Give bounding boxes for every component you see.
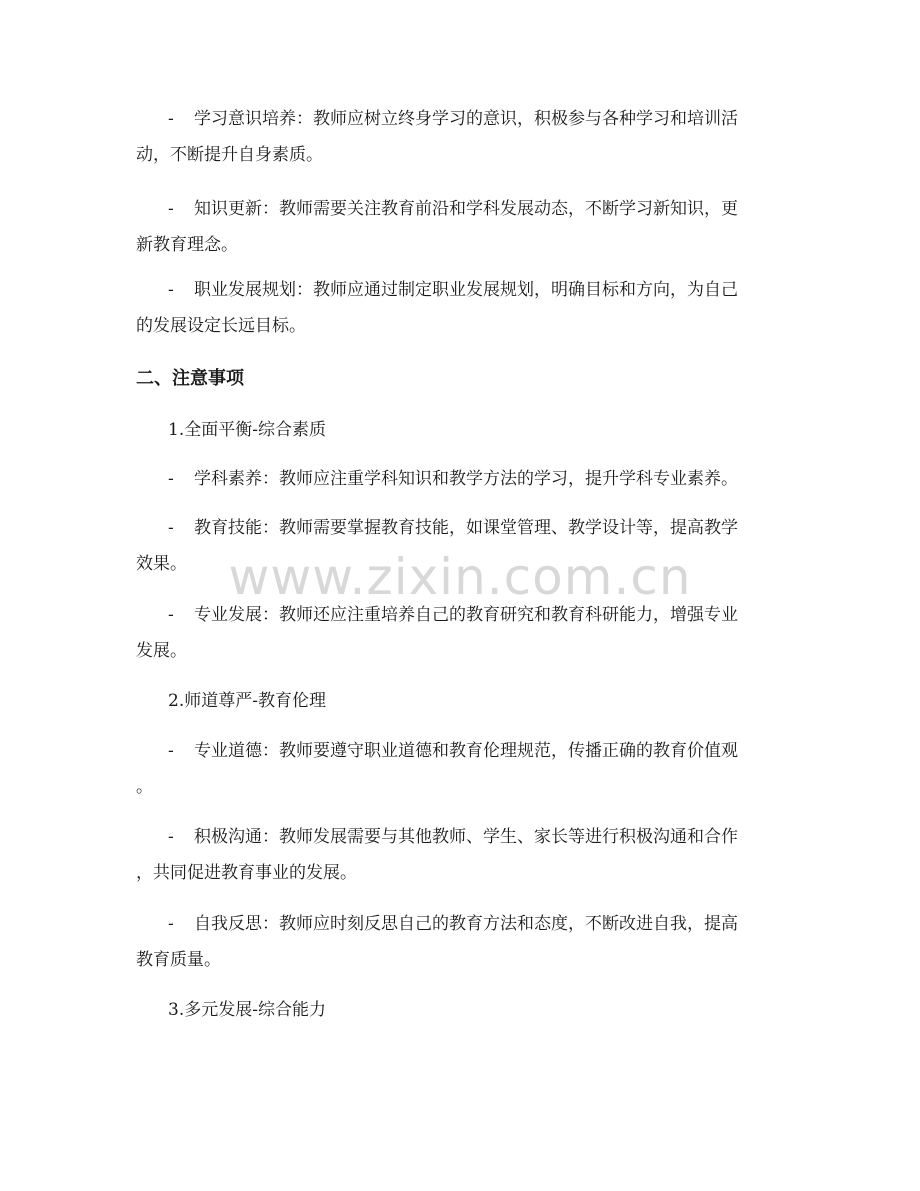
list-item [136,819,788,891]
list-item-text: 学习意识培养：教师应树立终身学习的意识，积极参与各种学习和培训活 [194,109,738,129]
list-item-line [136,510,788,546]
bullet-dash: - [168,280,174,300]
list-item [136,906,788,978]
bullet-dash: - [168,199,174,219]
list-item-line [136,101,788,137]
list-item [136,101,788,173]
bullet-dash: - [168,518,174,538]
list-item-line [136,906,788,942]
list-item-text: 积极沟通：教师发展需要与其他教师、学生、家长等进行积极沟通和合作 [194,827,738,847]
bullet-dash: - [168,914,174,934]
list-item-text: 教育技能：教师需要掌握教育技能，如课堂管理、教学设计等，提高教学 [194,518,738,538]
subsection-title: 1.全面平衡-综合素质 [168,420,326,440]
list-item-line [136,461,788,497]
section-heading: 二、注意事项 [136,368,244,389]
list-item [136,461,788,497]
list-item-continuation: 。 [136,777,153,797]
list-item-line [136,597,788,633]
list-item-continuation: 教育质量。 [136,950,221,970]
list-item [136,733,788,805]
list-item-text: 学科素养：教师应注重学科知识和教学方法的学习，提升学科专业素养。 [194,469,738,489]
list-item-line [136,272,788,308]
list-item-continuation: 效果。 [136,554,187,574]
list-item-text: 知识更新：教师需要关注教育前沿和学科发展动态，不断学习新知识，更 [194,199,738,219]
bullet-dash: - [168,469,174,489]
bullet-dash: - [168,741,174,761]
list-item [136,272,788,344]
list-item-continuation: 动，不断提升自身素质。 [136,145,323,165]
bullet-dash: - [168,827,174,847]
subsection-title: 2.师道尊严-教育伦理 [168,691,326,711]
list-item-continuation: 新教育理念。 [136,235,238,255]
bullet-dash: - [168,605,174,625]
list-item-continuation: 发展。 [136,641,187,661]
list-item-line [136,191,788,227]
watermark: www.zixin.com.cn [228,548,692,606]
bullet-dash: - [168,109,174,129]
list-item-text: 专业发展：教师还应注重培养自己的教育研究和教育科研能力，增强专业 [194,605,738,625]
list-item-line [136,733,788,769]
list-item-text: 职业发展规划：教师应通过制定职业发展规划，明确目标和方向，为自己 [194,280,738,300]
list-item [136,191,788,263]
list-item [136,597,788,669]
list-item-line [136,819,788,855]
list-item-continuation: 的发展设定长远目标。 [136,316,306,336]
subsection-title: 3.多元发展-综合能力 [168,1000,326,1020]
list-item-continuation: ，共同促进教育事业的发展。 [136,863,357,883]
list-item-text: 自我反思：教师应时刻反思自己的教育方法和态度，不断改进自我，提高 [194,914,738,934]
list-item [136,510,788,582]
list-item-text: 专业道德：教师要遵守职业道德和教育伦理规范，传播正确的教育价值观 [194,741,738,761]
